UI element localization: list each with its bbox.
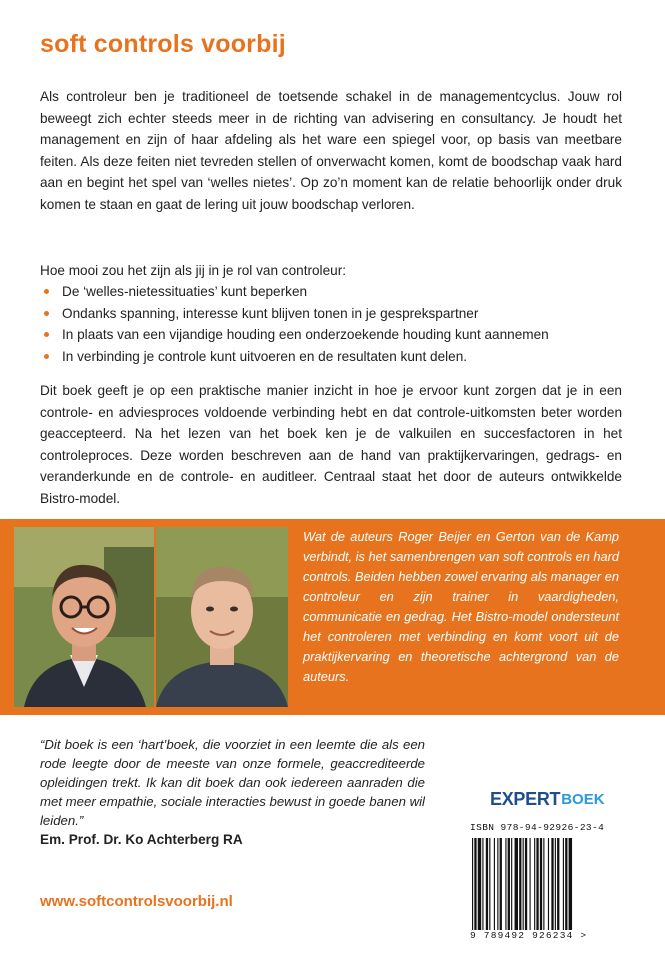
publisher-logo-part1: EXPERT [490,788,561,809]
author-photo-roger [14,527,154,707]
barcode-icon [470,838,622,930]
website-link[interactable]: www.softcontrolsvoorbij.nl [40,893,233,910]
bullet-text: In verbinding je controle kunt uitvoeren en de resultaten kunt delen. [62,348,468,364]
publisher-logo [490,786,605,812]
bullet-text: Ondanks spanning, interesse kunt blijven tonen in je gesprekspartner [62,305,479,321]
quote-author: Em. Prof. Dr. Ko Achterberg RA [40,832,243,847]
bullet-dot-icon [44,332,49,337]
bullets-intro: Hoe mooi zou het zijn als jij in je rol van controleur: [40,263,347,278]
intro-paragraph: Als controleur ben je traditioneel de toetsende schakel in de managementcyclus. Jouw rol beweegt zich echter steeds meer in de richting van advisering en consultancy. Je houdt het management en zijn of haar afdeling als het ware een spiegel voor, op basis van meetbare feiten. Als deze feiten niet tevreden stellen of onverwacht komen, komt de boodschap vaak hard aan en begint het spel van ‘welles nietes’. Op zo’n moment kan de relatie behoorlijk onder druk komen te staan en gaat de lering uit jouw boodschap verloren. [40,89,622,212]
author-photo-icon [14,527,154,707]
author-photo-gerton [156,527,288,707]
book-title: soft controls voorbij [40,30,286,58]
bullet-dot-icon [44,289,49,294]
bullet-item [40,346,630,368]
bullet-item [40,281,630,303]
bullet-dot-icon [44,354,49,359]
book-paragraph: Dit boek geeft je op een praktische manier inzicht in hoe je ervoor kunt zorgen dat je in een controle- en adviesproces voldoende verbinding hebt en dat controle-uitkomsten beter worden geaccepteerd. Na het lezen van het boek ken je de valkuilen en succesfactoren in het controleproces. Deze worden beschreven aan de hand van praktijkervaringen, gedrags- en veranderkunde en de controle- en auditleer. Centraal staat het door de auteurs ontwikkelde Bistro-model. [40,383,622,506]
bullet-item [40,303,630,325]
bullet-text: De ‘welles-nietessituaties’ kunt beperken [62,284,308,299]
publisher-logo-part2: BOEK [561,790,605,808]
barcode-digits: 9 789492 926234 > [470,930,588,941]
quote-text: “Dit boek is een ‘hart’boek, die voorziet in een leemte die als een rode leegte door de meeste van onze formele, geaccrediteerde opleidingen trekt. Ik kan dit boek dan ook iedereen aanraden die met meer empathie, sociale interacties bewust in goede banen wil leiden.” [40,737,425,828]
author-photo-icon [156,527,288,707]
bullet-item [40,324,630,346]
authors-text: Wat de auteurs Roger Beijer en Gerton van de Kamp verbindt, is het samenbrengen van soft controls en hard controls. Beiden hebben zowel ervaring als manager en controleur en zijn trainer in vaardigheden, communicatie en gedrag. Het Bistro-model ondersteunt het controleren met verbinding en komt voort uit de praktijkervaring en theoretische achtergrond van de auteurs. [303,529,619,684]
bullet-dot-icon [44,311,49,316]
bullet-text: In plaats van een vijandige houding een onderzoekende houding kunt aannemen [62,327,549,342]
isbn-label: ISBN 978-94-92926-23-4 [470,822,605,833]
bullet-list [40,281,630,367]
